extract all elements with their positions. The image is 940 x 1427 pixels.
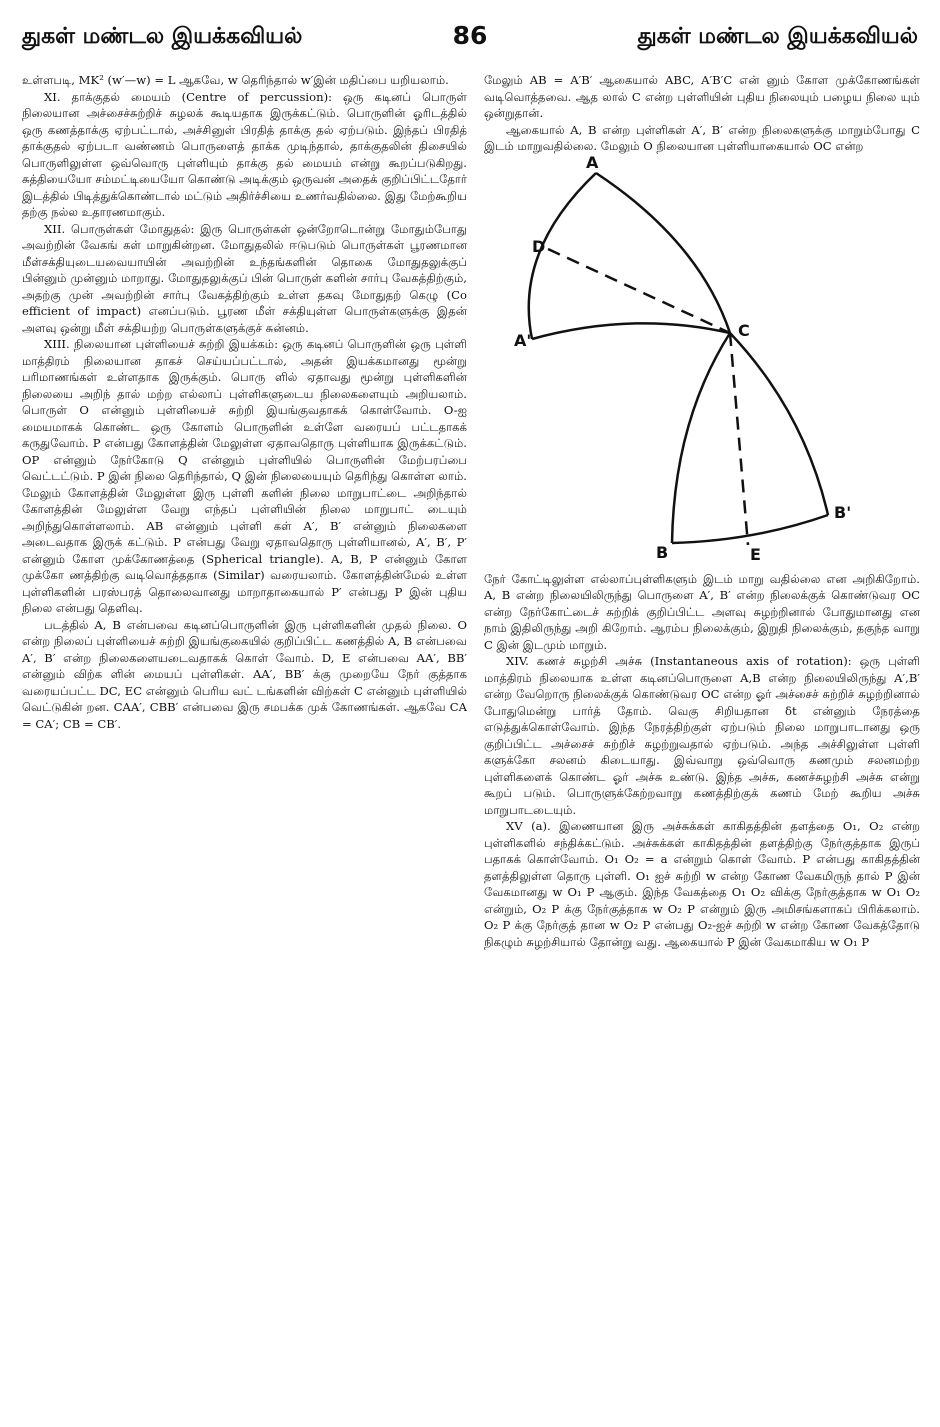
point-label-c: C bbox=[738, 320, 750, 340]
paragraph: உள்ளபடி, MK² (w′—w) = L ஆகவே, w தெரிந்தால் w′இன் மதிப்பை யறியலாம். bbox=[22, 73, 449, 87]
section-xiv-paragraph: XIV. கணச் சுழற்சி அச்சு (Instantaneous axis of rotation): ஒரு புள்ளி மாத்திரம் நிலையாக உள்ள கடினப்பொருளை A,B என்ற நிலையிலிருந்து A′,B′ என்ற வேறொரு நிலைக்குக் கொண்டுவர OC என்ற ஓர் அச்சைச் சுற்றிச் சுழற்றினால் போதுமென்று பார்த் தோம். வெகு சிறியதான δt என்னும் நேரத்தை எடுத்துக்கொள்வோம். இந்த நேரத்திற்குள் ஏற்படும் நிலை மாறுபாடானது ஒரு குறிப்பிட்ட அச்சைச் சுற்றிச் சுழற்றுவதால் ஏற்படும். அந்த அச்சிலுள்ள புள்ளி களுக்கோ சலனம் கிடையாது. இவ்வாறு ஒவ்வொரு கணமும் சலனமற்ற புள்ளிகளைக் கொண்ட ஓர் அச்சு உண்டு. இந்த அச்சு, கணச்சுழற்சி அச்சு என்று கூறப் படும். பொருளுக்கேற்றவாறு கணத்திற்குக் கணம் மேற் கூறிய அச்சு மாறுபாடடையும். bbox=[484, 654, 920, 817]
page-number: 86 bbox=[452, 21, 488, 50]
paragraph: நேர் கோட்டிலுள்ள எல்லாப்புள்ளிகளும் இடம் மாறு வதில்லை என அறிகிறோம். A, B என்ற நிலையிலிருந்து பொருளை A′, B′ என்ற நிலைக்குக் கொண்டுவர OC என்ற நேர்கோட்டைச் சுற்றிக் குறிப்பிட்ட அளவு சுழற்றினால் போதுமானது என நாம் இதிலிருந்து அறி கிறோம். ஆரம்ப நிலைக்கும், இறுதி நிலைக்கும், தகுந்த வாறு C இன் இடமும் மாறும். bbox=[484, 571, 920, 652]
point-label-b-prime: B' bbox=[834, 502, 852, 522]
left-column bbox=[22, 72, 467, 732]
point-label-b: B bbox=[656, 542, 669, 562]
point-label-a: A bbox=[586, 152, 599, 172]
section-xiii-paragraph: XIII. நிலையான புள்ளியைச் சுற்றி இயக்கம்: ஒரு கடினப் பொருளின் ஒரு புள்ளி மாத்திரம் நிலையான தாகச் செய்யப்பட்டால், அதன் இயக்கமானது மூன்று பரிமாணங்கள் உள்ளதாக இருக்கும். பொரு ளில் ஏதாவது மூன்று புள்ளிகளின் நிலையை அறிந் தால் மற்ற எல்லாப் புள்ளிகளுடைய நிலைகளையும் அறியலாம். பொருள் O என்னும் புள்ளியைச் சுற்றி இயங்குவதாகக் கொள்வோம். O-ஐ மையமாகக் கொண்ட ஒரு கோளம் பொருளின் உள்ளே வரையப் பட்டதாகக் கருதுவோம். P என்பது கோளத்தின் மேலுள்ள ஏதாவதொரு புள்ளியாக இருக்கட்டும். OP என்னும் நேர்கோடு Q என்னும் புள்ளியில் பொருளின் மேற்பரப்பை வெட்டட்டும். P இன் நிலை தெரிந்தால், Q இன் நிலையையும் தெரிந்து கொள்ள லாம். மேலும் கோளத்தின் மேலுள்ள இரு புள்ளி களின் நிலை மாறுபாட்டை அறிந்தால் கோளத்தின் மேலுள்ள வேறு எந்தப் புள்ளியின் நிலை மாறுபாட் டையும் அறிந்துகொள்ளலாம். AB என்னும் புள்ளி கள் A′, B′ என்னும் நிலைகளை அடைவதாக இருக் கட்டும். P என்பது வேறு ஏதாவதொரு புள்ளியானல், A′, B′, P′ என்னும் கோள முக்கோணத்தை (Spherical triangle). A, B, P என்னும் கோள முக்கோ ணத்திற்கு வடிவொத்ததாக (Similar) வரையலாம். கோளத்தின்மேல் உள்ள புள்ளிகளின் பரஸ்பரத் தொலைவானது மாறாதாகையால் P′ என்பது P இன் புதிய நிலை என்பது தெளிவு. bbox=[22, 337, 467, 615]
right-column bbox=[484, 72, 920, 950]
point-label-a-prime: A' bbox=[514, 330, 532, 350]
spherical-triangle-figure bbox=[484, 152, 920, 564]
paragraph: ஆகையால் A, B என்ற புள்ளிகள் A′, B′ என்ற நிலைகளுக்கு மாறும்போது C இடம் மாறுவதில்லை. மேலும் O நிலையான புள்ளியாகையால் OC என்ற bbox=[484, 122, 920, 153]
point-label-d: D bbox=[532, 236, 546, 256]
header-title-left: துகள் மண்டல இயக்கவியல் bbox=[22, 24, 303, 49]
running-header bbox=[22, 21, 918, 64]
paragraph: மேலும் AB = A′B′ ஆகையால் ABC, A′B′C என் னும் கோள முக்கோணங்கள் வடிவொத்தவை. ஆத லால் C என்ற புள்ளியின் புதிய நிலையும் பழைய நிலை யும் ஒன்றுதான். bbox=[484, 73, 920, 120]
point-label-e: E bbox=[750, 544, 761, 564]
header-title-right: துகள் மண்டல இயக்கவியல் bbox=[637, 24, 918, 49]
section-xi-paragraph: XI. தாக்குதல் மையம் (Centre of percussion): ஒரு கடினப் பொருள் நிலையான அச்சைச்சுற்றிச் சுழலக் கூடியதாக இருக்கட்டும். பொருளின் ஓரிடத்தில் ஒரு கணத்தாக்கு ஏற்பட்டால், அச்சினுள் பிரதித் தாக்கு தல் ஏற்படும். இந்தப் பிரதித் தாக்குதல் ஏற்படா வண்ணம் பொருளைத் தாக்க முடிந்தால், தாக்குதலின் திசையில் பொருளிலுள்ள ஒவ்வொரு புள்ளியும் தாக்கு தல் மையம் என்று கூறப்படுகிறது. சுத்தியையோ சம்மட்டியையோ கொண்டு அடிக்கும் ஒருவன் அதைக் குறிப்பிட்டதோர் இடத்தில் பிடித்துக்கொண்டால் மட்டும் அதிர்ச்சியை உணர்வதில்லை. இது மேற்கூறிய தற்கு நல்ல உதாரணமாகும். bbox=[22, 89, 467, 219]
paragraph: படத்தில் A, B என்பவை கடினப்பொருளின் இரு புள்ளிகளின் முதல் நிலை. O என்ற நிலைப் புள்ளியைச் சுற்றி இயங்குகையில் குறிப்பிட்ட கணத்தில் A, B என்பவை A′, B′ என்ற நிலைகளையடைவதாகக் கொள் வோம். D, E என்பவை AA′, BB′ என்னும் விற்க ளின் மையப் புள்ளிகள். AA′, BB′ க்கு முறையே நேர் குத்தாக வரையப்பட்ட DC, EC என்னும் பெரிய வட் டங்களின் விற்கள் C என்னும் புள்ளியில் வெட்டுகின் றன. CAA′, CBB′ என்பவை இரு சமபக்க முக் கோணங்கள். ஆகவே CA = CA′; CB = CB′. bbox=[22, 617, 467, 731]
figure-drawing bbox=[484, 161, 920, 561]
section-xv-paragraph: XV (a). இணையான இரு அச்சுக்கள் காகிதத்தின் தளத்தை O₁, O₂ என்ற புள்ளிகளில் சந்திக்கட்டும். அச்சுக்கள் காகிதத்தின் தளத்திற்கு நேர்குத்தாக இருப் பதாகக் கொள்வோம். O₁ O₂ = a என்றும் கொள் வோம். P என்பது காகிதத்தின் தளத்திலுள்ள தொரு புள்ளி. O₁ ஐச் சுற்றி w என்ற கோண வேகமிருந் தால் P இன் வேகமானது w O₁ P ஆகும். இந்த வேகத்தை O₁ O₂ விக்கு நேர்குத்தாக w O₁ O₂ என்றும், O₂ P க்கு நேர்குத்தாக w O₂ P என்றும் இரு அமிசங்களாகப் பிரிக்கலாம். O₂ P க்கு நேர்குத் தான w O₂ P என்பது O₂-ஐச் சுற்றி w என்ற கோண வேகத்தோடு நிகழும் சுழற்சியால் தோன்று வது. ஆகையால் P இன் வேகமாகிய w O₁ P bbox=[484, 819, 920, 949]
section-xii-paragraph: XII. பொருள்கள் மோதுதல்: இரு பொருள்கள் ஒன்றோடொன்று மோதும்போது அவற்றின் வேகங் கள் மாறுகின்றன. மோதுதலில் ஈடுபடும் பொருள்கள் பூரணமான மீள்சக்தியுடையவையாயின் அவற்றின் உந்தங்களின் தொகை மோதுதலுக்குப் பின்னும் முன்னும் மாறாது. மோதுதலுக்குப் பின் பொருள் களின் சார்பு வேகத்திற்கும், அதற்கு முன் அவற்றின் சார்பு வேகத்திற்கும் உள்ள தகவு மோதுதற் கெழு (Co efficient of impact) எனப்படும். பூரண மீள் சக்தியுள்ள பொருள்களுக்கு இதன் அளவு ஒன்று மீள் சக்தியற்ற பொருள்களுக்குச் சுன்னம். bbox=[22, 221, 467, 335]
